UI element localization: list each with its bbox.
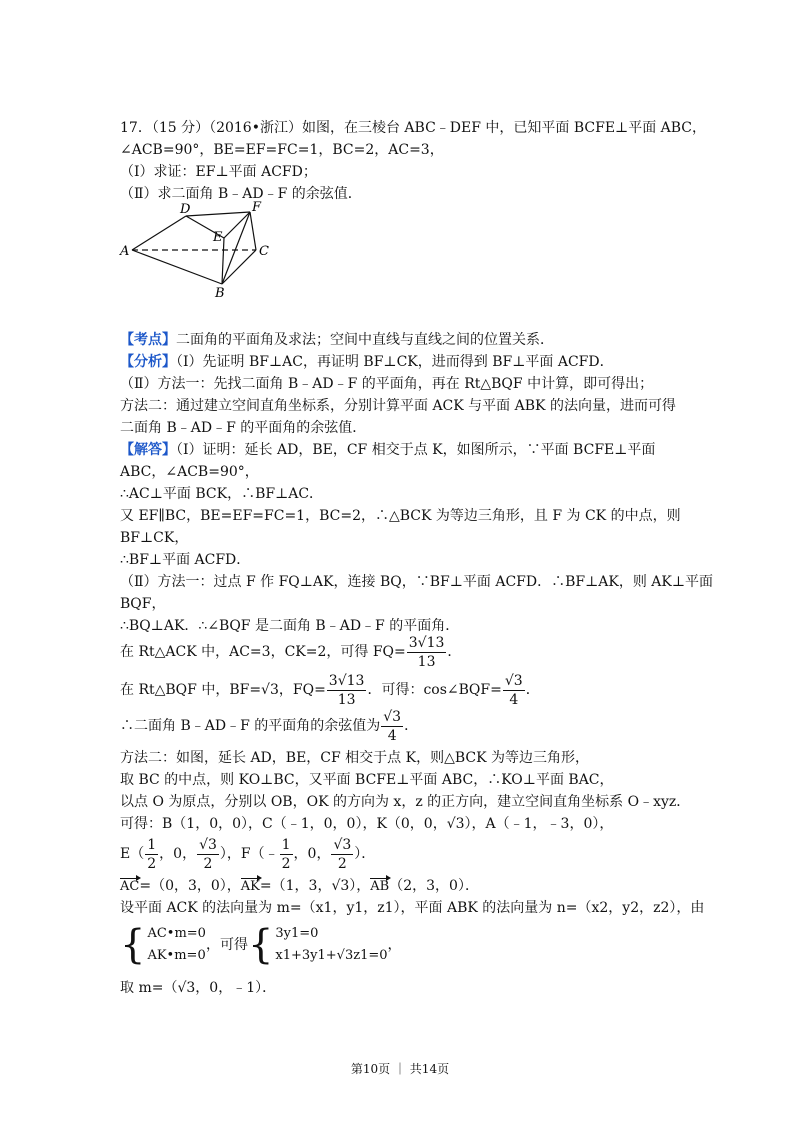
system-mid: ，可得 — [205, 937, 248, 953]
fraction-f-z — [331, 836, 353, 873]
vectors-line — [120, 876, 479, 896]
system-right — [275, 923, 387, 967]
system-left-eq1: AC•m=0 — [147, 926, 206, 941]
solution-s7: （Ⅱ）方法一：过点 F 作 FQ⊥AK，连接 BQ，∵BF⊥平面 ACFD．∴BF⊥AK，则 AK⊥平面 — [120, 574, 714, 590]
edge-df — [186, 212, 250, 216]
vector-ac: AC — [120, 879, 140, 894]
system-right-eq1: 3y1=0 — [275, 926, 319, 941]
edge-ab — [132, 250, 222, 284]
fraction-num: 3√13 — [408, 634, 445, 651]
label-a: A — [120, 244, 130, 259]
e-post: ），F（﹣ — [219, 846, 279, 862]
method2-line-3: 以点 O 为原点，分别以 OB，OK 的方向为 x，z 的正方向，建立空间直角坐标系 O﹣xyz． — [120, 794, 691, 810]
solution-s1: （Ⅰ）证明：延长 AD，BE，CF 相交于点 K，如图所示，∵平面 BCFE⊥平面 — [176, 442, 656, 458]
label-f: F — [252, 200, 262, 215]
fraction-den: 2 — [203, 855, 213, 872]
method2-line-2: 取 BC 的中点，则 KO⊥BC，又平面 BCFE⊥平面 ABC，∴KO⊥平面 BAC， — [120, 772, 614, 788]
fraction-e-z — [197, 836, 219, 873]
fraction-num: 3√13 — [328, 672, 365, 689]
solution-s11 — [120, 670, 540, 710]
fraction-answer — [381, 708, 403, 745]
fenxi-line-2: （Ⅱ）方法一：先找二面角 B﹣AD﹣F 的平面角，再在 Rt△BQF 中计算，即可得出； — [120, 376, 654, 392]
system-left-eq2: AK•m=0 — [147, 948, 206, 963]
s11-post: ． — [525, 682, 540, 698]
frustum-figure — [118, 200, 278, 300]
s11-bf: √3 — [261, 682, 279, 698]
fenxi-line-4: 二面角 B﹣AD﹣F 的平面角的余弦值． — [120, 420, 367, 436]
fraction-num: √3 — [333, 836, 352, 853]
fraction-den: 2 — [337, 855, 347, 872]
edge-bc — [222, 250, 256, 284]
s10-post: ． — [447, 644, 462, 660]
solution-s10 — [120, 632, 461, 672]
s11-pre: 在 Rt△BQF 中，BF= — [120, 682, 262, 698]
fraction-f-x — [280, 836, 293, 873]
fraction-den: 13 — [417, 653, 436, 670]
fraction-den: 13 — [337, 691, 356, 708]
edge-ef — [224, 212, 250, 238]
solution-s2: ABC，∠ACB=90°， — [120, 464, 259, 480]
vector-ab: AB — [370, 879, 390, 894]
problem-line-1: 17．（15 分）（2016•浙江）如图，在三棱台 ABC﹣DEF 中，已知平面 BCFE⊥平面 ABC， — [120, 120, 707, 136]
fraction-cos — [503, 672, 525, 709]
jieda-tag: 【解答】 — [120, 442, 176, 458]
vector-ak: AK — [240, 879, 260, 894]
take-normal-line: 取 m=（√3，0，﹣1）． — [120, 980, 277, 996]
kaodian-tag: 【考点】 — [120, 332, 176, 348]
fraction-fq — [407, 634, 447, 671]
s12-pre: ∴二面角 B﹣AD﹣F 的平面角的余弦值为 — [120, 718, 381, 734]
fraction-den: 4 — [387, 727, 397, 744]
edge-bf — [222, 212, 250, 284]
vector-ab-value: （2，3，0）． — [389, 878, 479, 894]
normal-vector-line: 设平面 ACK 的法向量为 m=（x1，y1，z1），平面 ABK 的法向量为 n=（x2，y2，z2），由 — [120, 900, 705, 916]
solution-s4: 又 EF∥BC，BE=EF=FC=1，BC=2，∴△BCK 为等边三角形，且 F 为 CK 的中点，则 — [120, 508, 681, 524]
fenxi-line-3: 方法二：通过建立空间直角坐标系，分别计算平面 ACK 与平面 ABK 的法向量，进而可得 — [120, 398, 676, 414]
page-footer: 第10页 ｜ 共14页 — [350, 1062, 450, 1076]
fenxi-line — [120, 352, 614, 372]
kaodian-line — [120, 330, 554, 350]
solution-s12 — [120, 706, 418, 746]
f-mid: ，0， — [293, 846, 331, 862]
system-post: ， — [387, 937, 402, 953]
method2-line-4: 可得：B（1，0，0），C（﹣1，0，0），K（0，0，√3），A（﹣1，﹣3，0）， — [120, 816, 614, 832]
edge-ad — [132, 216, 186, 250]
fraction-e-x — [145, 836, 158, 873]
fraction-num: √3 — [383, 708, 402, 725]
f-post: ）． — [354, 846, 376, 862]
right-brace: { — [247, 922, 274, 968]
jieda-line — [120, 440, 655, 460]
fraction-fq-2 — [327, 672, 367, 709]
solution-s9: ∴BQ⊥AK．∴∠BQF 是二面角 B﹣AD﹣F 的平面角． — [120, 618, 460, 634]
edge-fc — [250, 212, 256, 250]
equation-system-line — [120, 920, 402, 970]
vector-ac-value: =（0，3，0）， — [139, 878, 241, 894]
s11-mid2: ．可得：cos∠BQF= — [367, 682, 502, 698]
fraction-num: 1 — [281, 836, 291, 853]
fraction-den: 4 — [509, 691, 519, 708]
fraction-num: 1 — [147, 836, 157, 853]
s12-post: ． — [404, 718, 419, 734]
coords-ef-line — [120, 834, 375, 874]
label-d: D — [180, 202, 191, 217]
fraction-num: √3 — [199, 836, 217, 853]
fenxi-text: （Ⅰ）先证明 BF⊥AC，再证明 BF⊥CK，进而得到 BF⊥平面 ACFD． — [176, 354, 614, 370]
fraction-den: 2 — [147, 855, 157, 872]
s10-pre: 在 Rt△ACK 中，AC=3，CK=2，可得 FQ= — [120, 644, 406, 660]
system-left — [147, 923, 206, 967]
method2-line-1: 方法二：如图，延长 AD，BE，CF 相交于点 K，则△BCK 为等边三角形， — [120, 750, 590, 766]
kaodian-text: 二面角的平面角及求法；空间中直线与直线之间的位置关系． — [176, 332, 554, 348]
left-brace: { — [120, 922, 146, 968]
solution-s8: BQF， — [120, 596, 166, 612]
fraction-den: 2 — [281, 855, 291, 872]
e-pre: E（ — [120, 846, 145, 862]
solution-s6: ∴BF⊥平面 ACFD． — [120, 552, 251, 568]
vector-ak-value: =（1，3，√3）， — [259, 878, 371, 894]
label-c: C — [259, 244, 269, 259]
label-b: B — [215, 286, 225, 300]
label-e: E — [213, 230, 223, 245]
problem-part-1: （Ⅰ）求证：EF⊥平面 ACFD； — [120, 164, 317, 180]
problem-part-2: （Ⅱ）求二面角 B﹣AD﹣F 的余弦值． — [120, 186, 362, 202]
fenxi-tag: 【分析】 — [120, 354, 176, 370]
system-right-eq2: x1+3y1+√3z1=0 — [275, 948, 388, 963]
e-mid: ，0， — [159, 846, 197, 862]
problem-line-2: ∠ACB=90°，BE=EF=FC=1，BC=2，AC=3， — [120, 142, 444, 158]
solution-s5: BF⊥CK， — [120, 530, 189, 546]
s11-mid: ，FQ= — [278, 682, 326, 698]
solution-s3: ∴AC⊥平面 BCK，∴BF⊥AC． — [120, 486, 324, 502]
fraction-num: √3 — [504, 672, 523, 689]
